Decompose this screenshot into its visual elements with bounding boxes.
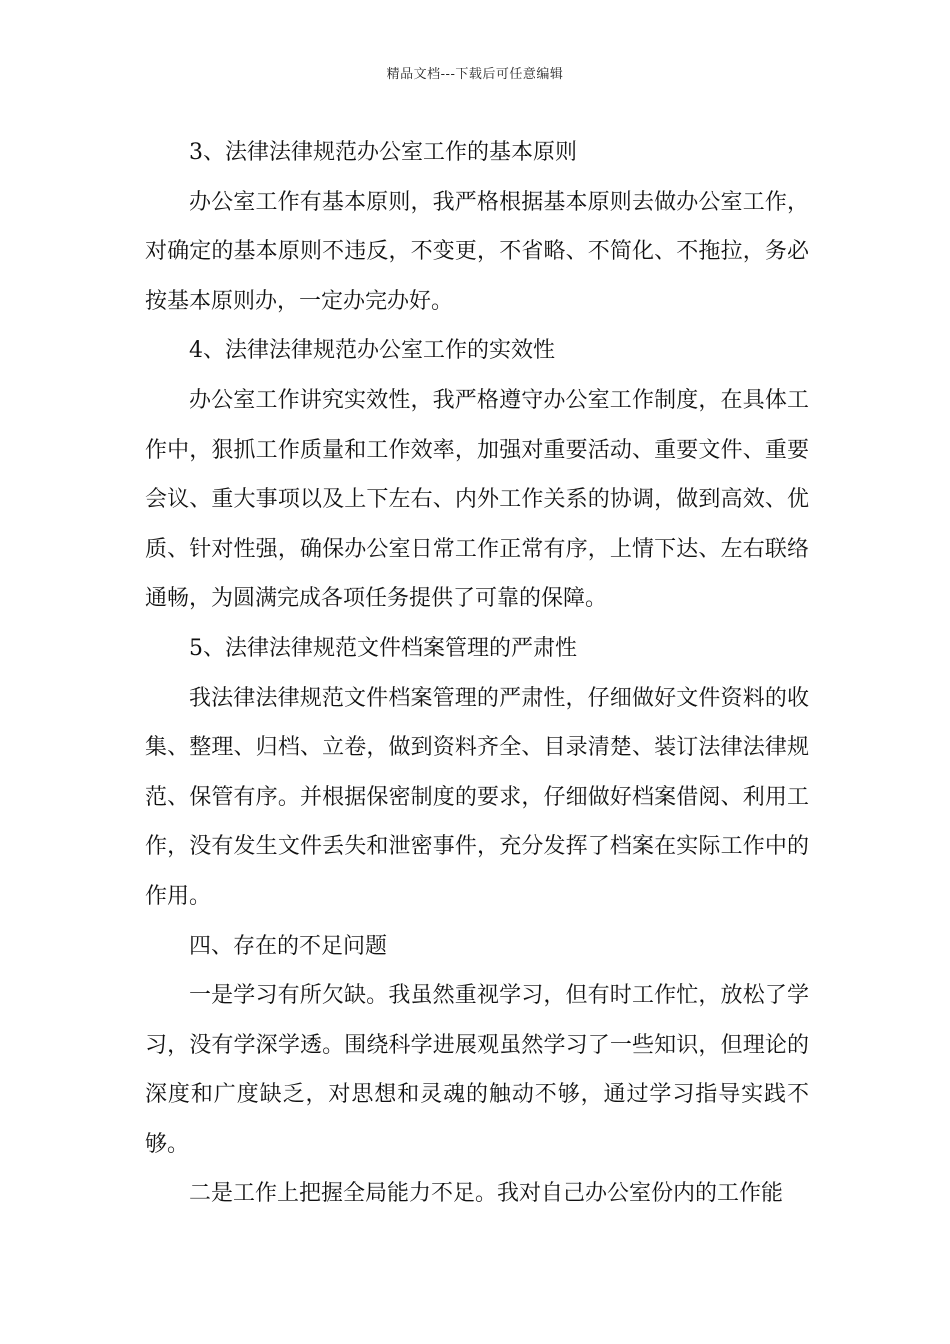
section-heading-four: 四、存在的不足问题 (189, 933, 388, 959)
paragraph: 我法律法律规范文件档案管理的严肃性，仔细做好文件资料的收集、整理、归档、立卷，做到资料齐全、目录清楚、装订法律法律规范、保管有序。并根据保密制度的要求，仔细做好档案借阅、利用工作，没有发生文件丢失和泄密事件，充分发挥了档案在实际工作中的作用。 (145, 685, 809, 909)
paragraph: 二是工作上把握全局能力不足。我对自己办公室份内的工作能 (189, 1181, 784, 1207)
page-header: 精品文档---下载后可任意编辑 (386, 67, 564, 82)
paragraph: 一是学习有所欠缺。我虽然重视学习，但有时工作忙，放松了学习，没有学深学透。围绕科学进展观虽然学习了一些知识，但理论的深度和广度缺乏，对思想和灵魂的触动不够，通过学习指导实践不够。 (145, 983, 809, 1157)
document-body (145, 128, 809, 1219)
section-heading-4: 4、法律法律规范办公室工作的实效性 (189, 338, 555, 364)
paragraph: 办公室工作有基本原则，我严格根据基本原则去做办公室工作，对确定的基本原则不违反，不变更，不省略、不简化、不拖拉，务必按基本原则办，一定办完办好。 (145, 189, 809, 314)
section-heading-3: 3、法律法律规范办公室工作的基本原则 (189, 140, 577, 165)
paragraph: 办公室工作讲究实效性，我严格遵守办公室工作制度，在具体工作中，狠抓工作质量和工作效率，加强对重要活动、重要文件、重要会议、重大事项以及上下左右、内外工作关系的协调，做到高效、优质、针对性强，确保办公室日常工作正常有序，上情下达、左右联络通畅，为圆满完成各项任务提供了可靠的保障。 (145, 387, 809, 612)
section-heading-5: 5、法律法律规范文件档案管理的严肃性 (189, 635, 577, 661)
